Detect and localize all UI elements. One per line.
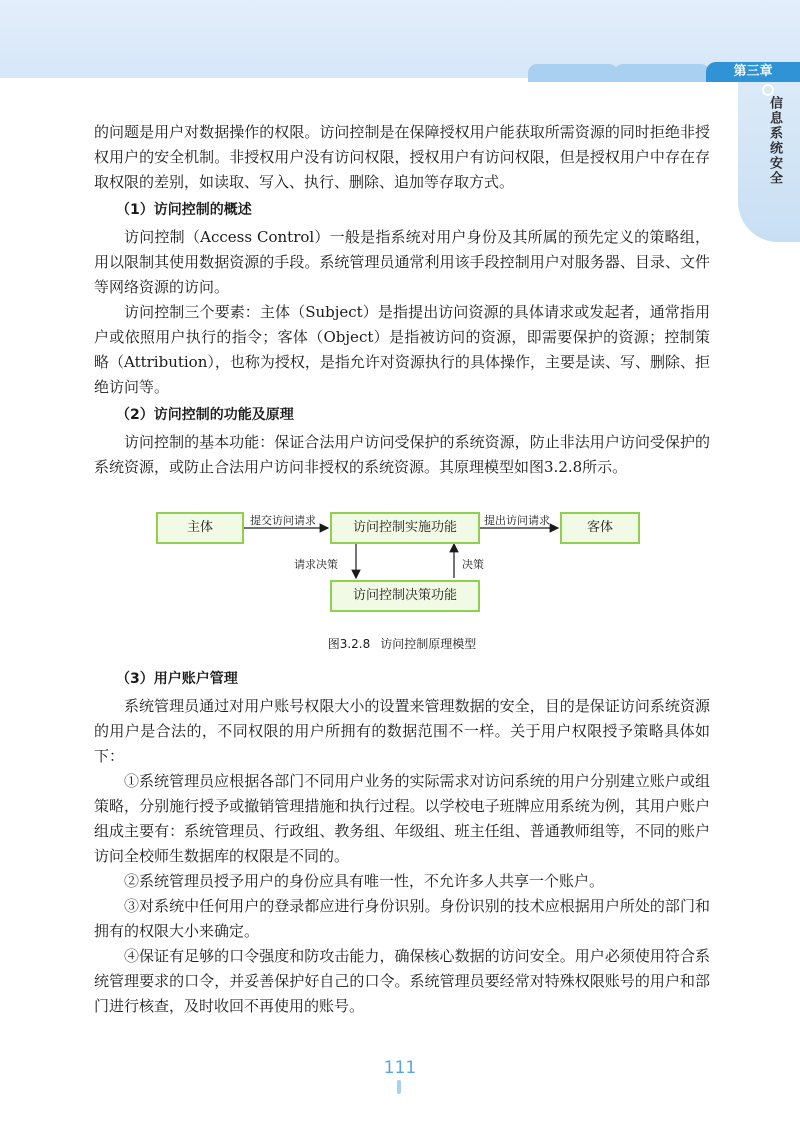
- paragraph: 访问控制三个要素：主体（Subject）是指提出访问资源的具体请求或发起者，通常指用户或依照用户执行的指令；客体（Object）是指被访问的资源，即需要保护的资源；控制策略（Attribution），也称为授权，是指允许对资源执行的具体操作，主要是读、写、删除、拒绝访问等。: [94, 303, 710, 396]
- page-number: 111: [383, 1058, 417, 1078]
- paragraph: ①系统管理员应根据各部门不同用户业务的实际需求对访问系统的用户分别建立账户或组策略，分别施行授予或撤销管理措施和执行过程。以学校电子班牌应用系统为例，其用户账户组成主要有：系统管理员、行政组、教务组、年级组、班主任组、普通教师组等，不同的账户访问全校师生数据库的权限是不同的。: [94, 772, 710, 865]
- section-heading: （1）访问控制的概述: [116, 202, 252, 218]
- object-box: 客体: [560, 512, 640, 544]
- paragraph: 访问控制（Access Control）一般是指系统对用户身份及其所属的预先定义的策略组，用以限制其使用数据资源的手段。系统管理员通常利用该手段控制用户对服务器、目录、文件等网络资源的访问。: [94, 228, 710, 296]
- paragraph: 的问题是用户对数据操作的权限。访问控制是在保障授权用户能获取所需资源的同时拒绝非授权用户的安全机制。非授权用户没有访问权限，授权用户有访问权限，但是授权用户中存在存取权限的差别，如读取、写入、执行、删除、追加等存取方式。: [94, 123, 710, 191]
- enforcement-box: 访问控制实施功能: [330, 512, 480, 544]
- section-heading: （3）用户账户管理: [116, 671, 238, 687]
- subject-box: 主体: [156, 512, 244, 544]
- header-tab-decoration: [614, 64, 710, 82]
- paragraph: ③对系统中任何用户的登录都应进行身份识别。身份识别的技术应根据用户所处的部门和拥有的权限大小来确定。: [94, 897, 710, 940]
- label-submit-request: 提交访问请求: [250, 514, 316, 527]
- paragraph: 访问控制的基本功能：保证合法用户访问受保护的系统资源，防止非法用户访问受保护的系统资源，或防止合法用户访问非授权的系统资源。其原理模型如图3.2.8所示。: [94, 433, 710, 476]
- page-content: [94, 120, 710, 1019]
- decision-box: 访问控制决策功能: [330, 580, 480, 612]
- paragraph: 系统管理员通过对用户账号权限大小的设置来管理数据的安全，目的是保证访问系统资源的用户是合法的，不同权限的用户所拥有的数据范围不一样。关于用户权限授予策略具体如下：: [94, 697, 710, 765]
- figure-title: 访问控制原理模型: [380, 637, 477, 651]
- header-tab-decoration: [528, 64, 618, 82]
- label-request-decision: 请求决策: [294, 558, 338, 571]
- side-circle-icon: [762, 84, 774, 96]
- access-control-diagram: [94, 500, 710, 620]
- section-heading: （2）访问控制的功能及原理: [116, 407, 294, 423]
- figure-caption: [94, 634, 710, 654]
- page-marker: [397, 1080, 401, 1094]
- paragraph: ②系统管理员授予用户的身份应具有唯一性，不允许多人共享一个账户。: [124, 872, 605, 890]
- label-decision: 决策: [462, 558, 484, 571]
- label-forward-request: 提出访问请求: [484, 514, 550, 527]
- paragraph: ④保证有足够的口令强度和防攻击能力，确保核心数据的访问安全。用户必须使用符合系统管理要求的口令，并妥善保护好自己的口令。系统管理员要经常对特殊权限账号的用户和部门进行核查，及时收回不再使用的账号。: [94, 947, 710, 1015]
- figure-number: 图3.2.8: [327, 637, 371, 651]
- side-section-label: 信息系统安全: [767, 96, 782, 186]
- chapter-tab: 第三章: [706, 62, 800, 82]
